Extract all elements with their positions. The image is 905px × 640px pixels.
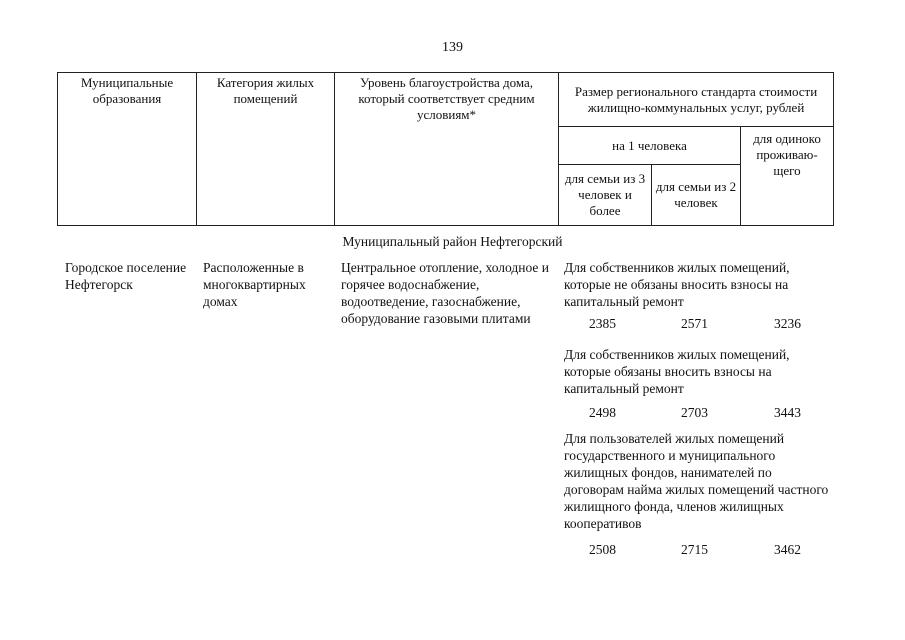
value-single: 3443	[774, 405, 801, 420]
value-single: 3236	[774, 316, 801, 331]
value-family-3: 2508	[589, 542, 616, 557]
block-3-values	[564, 542, 834, 559]
block-1-values	[564, 316, 834, 333]
row-municipality: Городское поселение Нефтегорск	[65, 260, 187, 292]
block-2-values	[564, 405, 834, 422]
header-amenities: Уровень благоустройства дома, который соответствует средним условиям*	[335, 73, 559, 226]
header-per-person: на 1 человека	[559, 127, 741, 165]
header-standard: Размер регионального стандарта стоимости жилищно-коммунальных услуг, рублей	[559, 73, 834, 127]
row-amenities: Центральное отопление, холодное и горячее водоснабжение, водоотведение, газоснабжение, оборудование газовыми плитами	[341, 260, 549, 326]
value-family-2: 2703	[681, 405, 708, 420]
header-municipality: Муниципальные образования	[58, 73, 197, 226]
page-number: 139	[442, 40, 463, 55]
header-single: для одиноко проживаю-щего	[741, 127, 834, 226]
header-table	[57, 72, 834, 226]
header-category: Категория жилых помещений	[197, 73, 335, 226]
block-3-title: Для пользователей жилых помещений государственного и муниципального жилищных фондов, нанимателей по договорам найма жилых помещений частного жилищного фонда, членов жилищных кооперативов	[564, 431, 829, 531]
value-family-3: 2385	[589, 316, 616, 331]
value-single: 3462	[774, 542, 801, 557]
value-family-2: 2571	[681, 316, 708, 331]
header-family-3: для семьи из 3 человек и более	[559, 165, 652, 226]
header-family-2: для семьи из 2 человек	[652, 165, 741, 226]
row-category: Расположенные в многоквартирных домах	[203, 260, 306, 309]
block-2-title: Для собственников жилых помещений, которые обязаны вносить взносы на капитальный ремонт	[564, 347, 790, 396]
block-1-title: Для собственников жилых помещений, которые не обязаны вносить взносы на капитальный ремонт	[564, 260, 790, 309]
district-title: Муниципальный район Нефтегорский	[342, 234, 563, 249]
value-family-2: 2715	[681, 542, 708, 557]
value-family-3: 2498	[589, 405, 616, 420]
